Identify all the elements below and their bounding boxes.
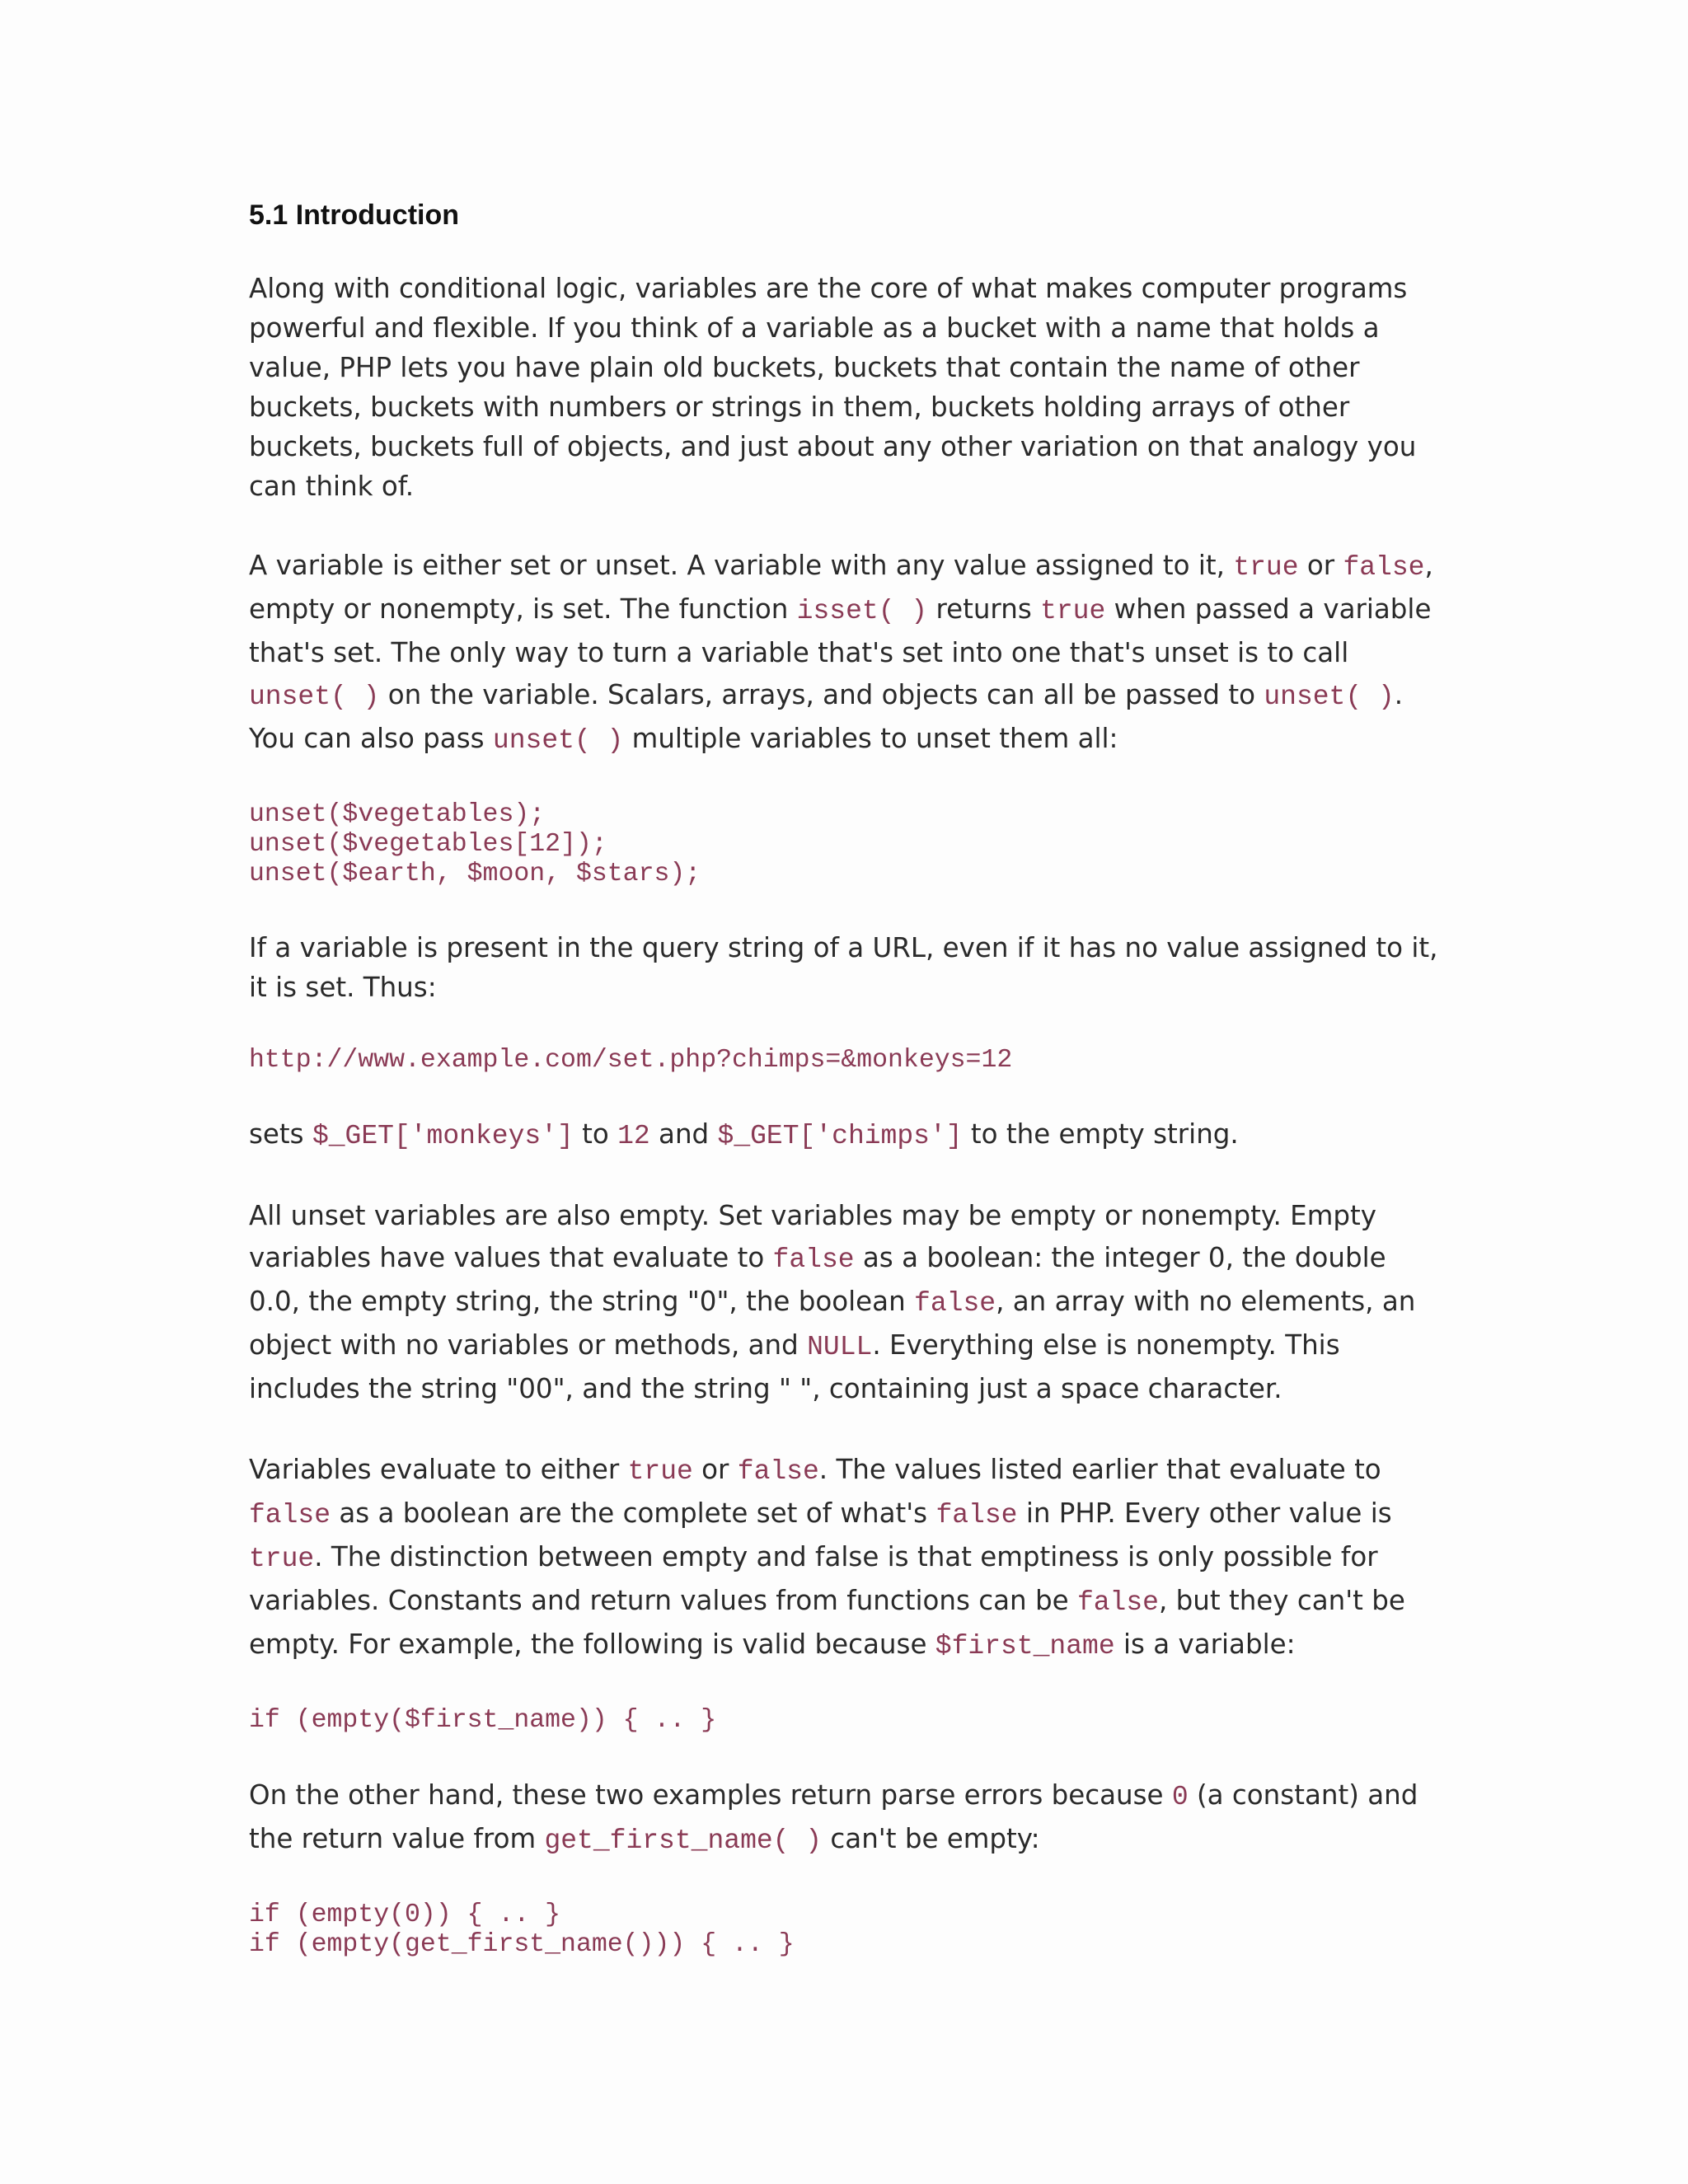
- inline-code: true: [249, 1544, 315, 1574]
- inline-code: get_first_name( ): [544, 1825, 823, 1856]
- text-run: On the other hand, these two examples return parse errors because: [249, 1779, 1172, 1811]
- get-sets-paragraph: [249, 1114, 1444, 1156]
- empty-variables-paragraph: [249, 1195, 1444, 1410]
- inline-code: unset( ): [492, 725, 624, 756]
- inline-code: false: [1076, 1587, 1159, 1618]
- text-run: . The distinction between empty and false is that emptiness is only possible for variables. Constants and return values from functions can be: [249, 1541, 1378, 1616]
- code-block-unset: [249, 800, 1444, 889]
- parse-errors-paragraph: [249, 1774, 1444, 1862]
- text-run: . You can also pass: [249, 679, 1404, 754]
- text-run: and: [649, 1118, 718, 1150]
- inline-code: unset( ): [1264, 682, 1395, 712]
- query-string-paragraph: If a variable is present in the query string of a URL, even if it has no value assigned to it, it is set. Thus:: [249, 932, 1438, 1003]
- inline-code: isset( ): [796, 596, 928, 626]
- text-run: is a variable:: [1114, 1629, 1296, 1660]
- inline-code: NULL: [807, 1332, 873, 1362]
- text-run: , empty or nonempty, is set. The function: [249, 550, 1433, 625]
- text-run: when passed a variable that's set. The only way to turn a variable that's set into one that's unset is to call: [249, 593, 1432, 668]
- code-block-url: [249, 1046, 1444, 1076]
- text-run: as a boolean are the complete set of what's: [331, 1497, 936, 1529]
- inline-code: true: [627, 1456, 693, 1487]
- inline-code: false: [249, 1500, 331, 1530]
- inline-code: 0: [1171, 1782, 1189, 1812]
- text-run: in PHP. Every other value is: [1017, 1497, 1392, 1529]
- inline-code: false: [772, 1244, 855, 1275]
- code-line: unset($earth, $moon, $stars);: [249, 860, 701, 888]
- inline-code: false: [1343, 552, 1425, 583]
- code-line: if (empty($first_name)) { .. }: [249, 1706, 717, 1735]
- text-run: to the empty string.: [962, 1118, 1239, 1150]
- text-run: , but they can't be empty. For example, the following is valid because: [249, 1585, 1405, 1660]
- text-run: A variable is either set or unset. A variable with any value assigned to it,: [249, 550, 1234, 581]
- text-run: or: [692, 1454, 738, 1485]
- code-line: unset($vegetables[12]);: [249, 830, 607, 859]
- inline-code: $_GET['chimps']: [717, 1121, 963, 1151]
- text-run: . The values listed earlier that evaluate to: [818, 1454, 1381, 1485]
- text-run: All unset variables are also empty. Set variables may be empty or nonempty. Empty variables have values that evaluate to: [249, 1200, 1376, 1273]
- text-run: (a constant) and the return value from: [249, 1779, 1418, 1854]
- code-line: http://www.example.com/set.php?chimps=&monkeys=12: [249, 1046, 1013, 1075]
- code-line: if (empty(get_first_name())) { .. }: [249, 1930, 795, 1959]
- text-run: as a boolean: the integer 0, the double 0.0, the empty string, the string "0", the boolean: [249, 1242, 1386, 1317]
- inline-code: unset( ): [249, 682, 380, 712]
- text-run: returns: [927, 593, 1041, 625]
- text-run: Variables evaluate to either: [249, 1454, 628, 1485]
- code-line: unset($vegetables);: [249, 800, 546, 829]
- section-heading: 5.1 Introduction: [249, 199, 459, 231]
- code-block-empty-invalid: [249, 1900, 1444, 1960]
- inline-code: false: [737, 1456, 819, 1487]
- intro-paragraph: Along with conditional logic, variables are the core of what makes computer programs powerful and flexible. If you think of a variable as a bucket with a name that holds a value, PHP lets you have plain old buckets, buckets that contain the name of other buckets, buckets with numbers or strings in them, buckets holding arrays of other buckets, buckets full of objects, and just about any other variation on that analogy you can think of.: [249, 273, 1417, 502]
- text-run: , an array with no elements, an object with no variables or methods, and: [249, 1286, 1416, 1361]
- text-run: multiple variables to unset them all:: [623, 723, 1118, 754]
- text-run: . Everything else is nonempty. This includes the string "00", and the string " ", containing just a space character.: [249, 1329, 1340, 1404]
- inline-code: true: [1233, 552, 1299, 583]
- text-run: or: [1298, 550, 1343, 581]
- true-false-paragraph: [249, 1449, 1444, 1667]
- inline-code: true: [1040, 596, 1106, 626]
- document-page: [249, 196, 1444, 1996]
- code-block-empty-valid: [249, 1706, 1444, 1736]
- inline-code: false: [914, 1288, 996, 1319]
- inline-code: false: [935, 1500, 1018, 1530]
- inline-code: $first_name: [935, 1631, 1115, 1661]
- text-run: on the variable. Scalars, arrays, and objects can all be passed to: [379, 679, 1264, 710]
- inline-code: 12: [617, 1121, 650, 1151]
- text-run: to: [573, 1118, 618, 1150]
- set-unset-paragraph: [249, 545, 1444, 762]
- inline-code: $_GET['monkeys']: [312, 1121, 574, 1151]
- code-line: if (empty(0)) { .. }: [249, 1900, 561, 1929]
- text-run: sets: [249, 1118, 312, 1150]
- text-run: can't be empty:: [822, 1823, 1040, 1854]
